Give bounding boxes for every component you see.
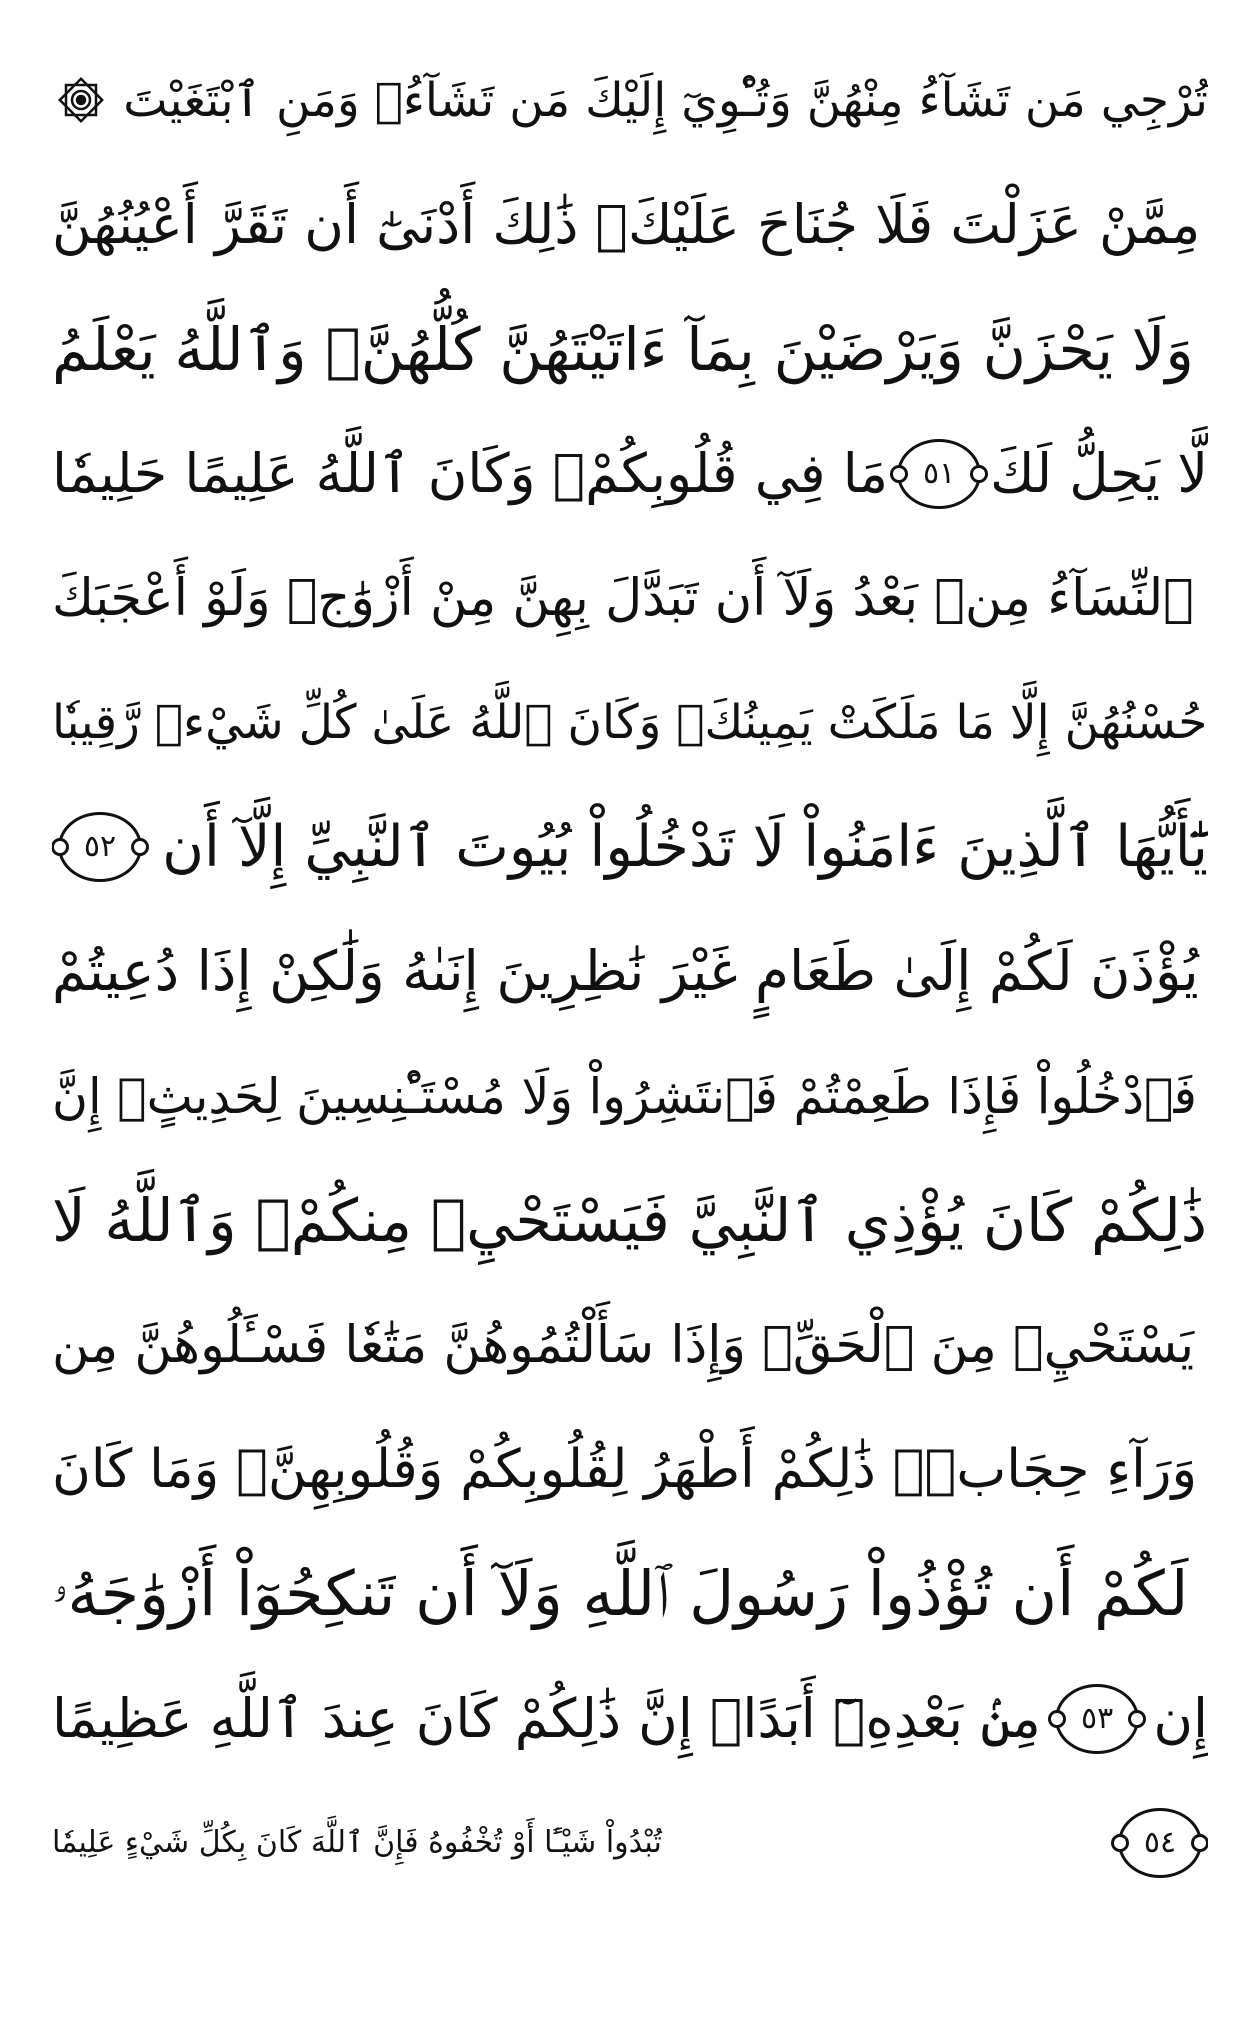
verse-text: يَسْتَحْيِۦ مِنَ ٱلْحَقِّۚ وَإِذَا سَأَلْتُمُوهُنَّ مَتَٰعٗا فَسْـَٔلُوهُنَّ مِن	[52, 1315, 1195, 1375]
verse-text: فَٱدْخُلُواْ فَإِذَا طَعِمْتُمْ فَٱنتَشِرُواْ وَلَا مُسْتَـْٔنِسِينَ لِحَدِيثٍۚ إِنَّ	[52, 1067, 1197, 1125]
verse-text: مِمَّنْ عَزَلْتَ فَلَا جُنَاحَ عَلَيْكَۚ ذَٰلِكَ أَدْنَىٰٓ أَن تَقَرَّ أَعْيُنُهُنَّ	[52, 192, 1201, 256]
verse-line	[52, 536, 1208, 661]
verse-line	[52, 287, 1208, 412]
verse-line	[52, 1408, 1208, 1533]
verse-line	[52, 1781, 1208, 1906]
verse-line	[52, 1034, 1208, 1159]
verse-line	[52, 910, 1208, 1035]
verse-text: يُؤْذَنَ لَكُمْ إِلَىٰ طَعَامٍ غَيْرَ نَٰظِرِينَ إِنَىٰهُ وَلَٰكِنْ إِذَا دُعِيتُمْ	[52, 939, 1199, 1004]
verse-line	[52, 1532, 1208, 1657]
ayah-number: ٥٣	[1080, 1700, 1114, 1736]
ayah-number: ٥١	[923, 455, 956, 491]
verse-text: وَرَآءِ حِجَابٖۚ ذَٰلِكُمْ أَطْهَرُ لِقُلُوبِكُمْ وَقُلُوبِهِنَّۚ وَمَا كَانَ	[52, 1439, 1198, 1501]
verse-line	[52, 1283, 1208, 1408]
verse-text: مِنۢ بَعْدِهِۦٓ أَبَدًاۚ إِنَّ ذَٰلِكُمْ كَانَ عِندَ ٱللَّهِ عَظِيمًا	[52, 1686, 1041, 1750]
verse-text: حُسْنُهُنَّ إِلَّا مَا مَلَكَتْ يَمِينُكَۗ وَكَانَ ٱللَّهُ عَلَىٰ كُلِّ شَيْءٖ رَّقِيبٗا	[52, 695, 1208, 751]
verse-line	[52, 661, 1208, 786]
ayah-number-marker	[1118, 1808, 1202, 1878]
hizb-marker-icon	[52, 71, 110, 129]
verse-text: تُرْجِي مَن تَشَآءُ مِنْهُنَّ وَتُـْٔوِيٓ إِلَيْكَ مَن تَشَآءُۖ وَمَنِ ٱبْتَغَيْتَ	[123, 72, 1208, 128]
verse-text: وَلَا يَحْزَنَّ وَيَرْضَيْنَ بِمَآ ءَاتَيْتَهُنَّ كُلُّهُنَّۚ وَٱللَّهُ يَعْلَمُ	[52, 314, 1194, 384]
verse-line	[52, 1657, 1208, 1782]
verse-text: تُبْدُواْ شَيْـًٔا أَوْ تُخْفُوهُ فَإِنَّ ٱللَّهَ كَانَ بِكُلِّ شَيْءٍ عَلِيمٗا	[52, 1825, 662, 1861]
ayah-number-marker	[1055, 1684, 1139, 1754]
verse-text: مَا فِي قُلُوبِكُمْۚ وَكَانَ ٱللَّهُ عَلِيمًا حَلِيمٗا	[52, 441, 889, 505]
verse-line	[52, 38, 1208, 163]
ayah-number-marker	[58, 812, 142, 882]
verse-line	[52, 1159, 1208, 1284]
verse-text: ٱلنِّسَآءُ مِنۢ بَعْدُ وَلَآ أَن تَبَدَّلَ بِهِنَّ مِنْ أَزْوَٰجٖ وَلَوْ أَعْجَبَكَ	[52, 568, 1194, 628]
ayah-number: ٥٢	[83, 829, 117, 865]
verse-line	[52, 412, 1208, 537]
verse-line	[52, 785, 1208, 910]
verse-lines	[52, 38, 1208, 1906]
verse-text: لَكُمْ أَن تُؤْذُواْ رَسُولَ ٱللَّهِ وَلَآ أَن تَنكِحُوٓاْ أَزْوَٰجَهُۥ	[52, 1557, 1189, 1631]
verse-text: لَّا يَحِلُّ لَكَ	[990, 441, 1208, 505]
verse-text: يَٰٓأَيُّهَا ٱلَّذِينَ ءَامَنُواْ لَا تَدْخُلُواْ بُيُوتَ ٱلنَّبِيِّ إِلَّآ أَن	[162, 813, 1208, 880]
verse-line	[52, 163, 1208, 288]
ayah-number: ٥٤	[1143, 1825, 1177, 1861]
verse-text: ذَٰلِكُمْ كَانَ يُؤْذِي ٱلنَّبِيَّ فَيَسْتَحْيِۦ مِنكُمْۖ وَٱللَّهُ لَا	[52, 1186, 1208, 1256]
ayah-number-marker	[897, 439, 981, 509]
verse-text: إِن	[1153, 1686, 1208, 1750]
